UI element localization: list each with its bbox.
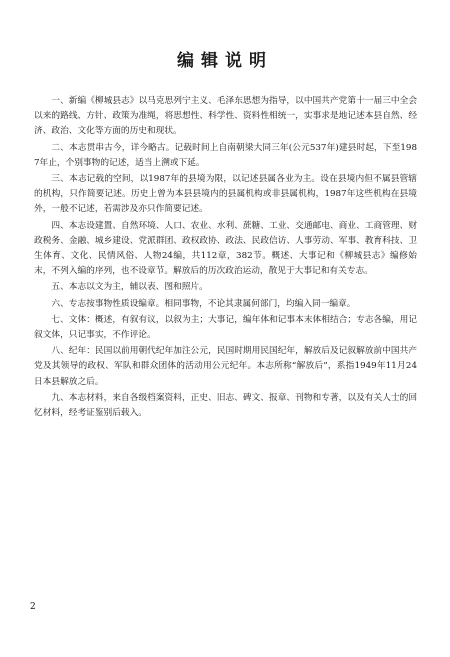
page-number: 2: [30, 602, 36, 612]
page-title: 编辑说明: [177, 51, 273, 71]
paragraph-8: 八、纪年：民国以前用朝代纪年加注公元，民国时期用民国纪年，解放后及记叙解放前中国共产党及其领导的政权、军队和群众团体的活动用公元纪年。本志所称“解放后”，系指1949年11月24日本县解放之后。: [34, 346, 417, 387]
paragraph-7: 七、文体：概述，有叙有议，以叙为主；大事记，编年体和记事本末体相结合；专志各编，用记叙文体，只记事实，不作评论。: [34, 314, 417, 341]
paragraph-1: 一、新编《柳城县志》以马克思列宁主义、毛泽东思想为指导，以中国共产党第十一届三中全会以来的路线、方针、政策为准绳，将思想性、科学性、资料性相统一，实事求是地记述本县自然、经济、政治、文化等方面的历史和现状。: [34, 96, 417, 137]
text-body: [34, 94, 417, 422]
paragraph-4: 四、本志设建置、自然环境、人口、农业、水利、蔗糖、工业、交通邮电、商业、工商管理、财政税务、金融、城乡建设、党派群团、政权政协、政法、民政信访、人事劳动、军事、教育科技、卫生体育、文化、民情风俗、人物24编，共112章，382节。概述、大事记和《柳城县志》编修始末，不列入编的序列，也不设章节。解放后的历次政治运动，散见于大事记和有关专志。: [34, 220, 417, 277]
paragraph-6: 六、专志按事物性质设编章。相同事物，不论其隶属何部门，均编入同一编章。: [51, 298, 356, 309]
paragraph-3: 三、本志记载的空间，以1987年的县境为限，以记述县属各业为主。设在县境内但不属县管辖的机构，只作简要记述。历史上曾为本县县境内的县属机构或非县属机构，1987年这些机构在县境外，一般不记述，若需涉及亦只作简要记述。: [34, 174, 417, 215]
paragraph-2: 二、本志贯串古今，详今略古。记载时间上自南朝梁大同三年(公元537年)建县时起，下至1987年止，个别事物的记述，适当上溯或下延。: [34, 142, 417, 168]
paragraph-9: 九、本志材料，来自各级档案资料，正史、旧志、碑文、报章、刊物和专著，以及有关人士的回忆材料，经考证鉴别后载入。: [34, 392, 417, 419]
paragraph-5: 五、本志以文为主，辅以表、图和照片。: [51, 282, 208, 293]
